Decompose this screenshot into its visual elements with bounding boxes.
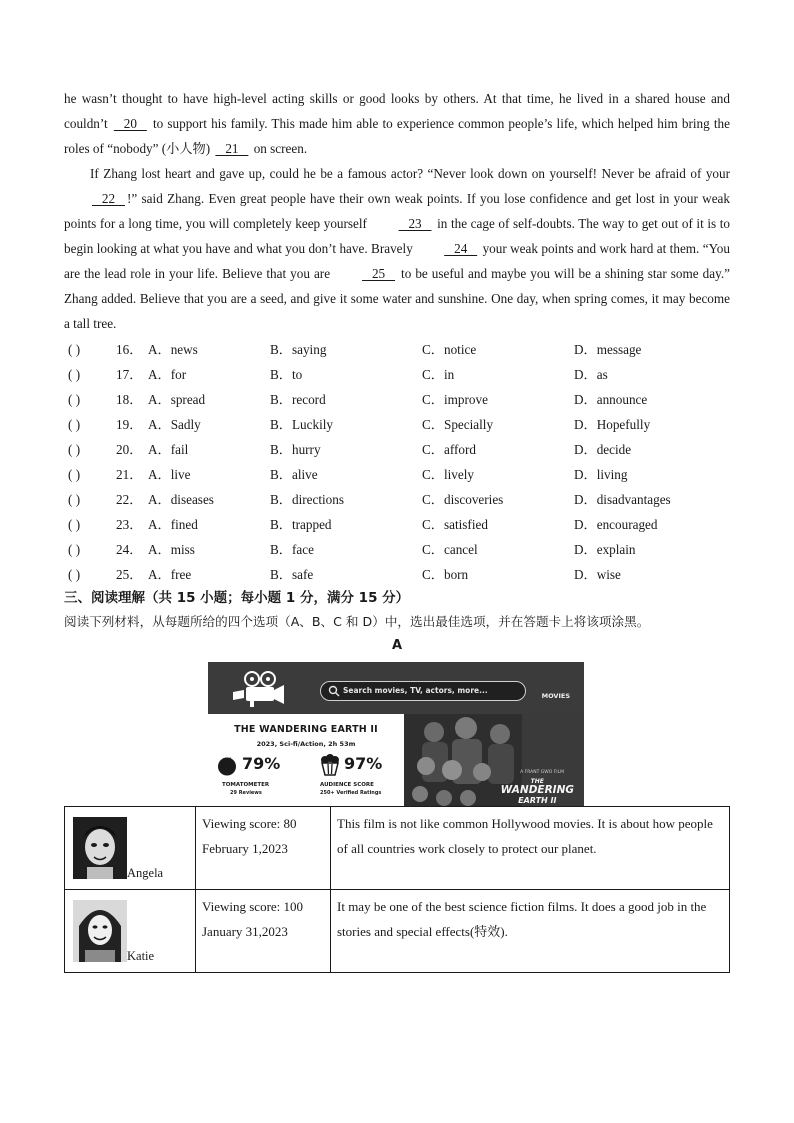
- option-c[interactable]: C．lively: [422, 467, 475, 482]
- tomato-icon: [216, 754, 238, 776]
- review-row: [65, 890, 730, 973]
- passage-text: !” said Zhang. Even great people have their own weak points. If you lose confidence and get lost in your weak points for a long time, you will completely keep yourself: [64, 191, 730, 231]
- review-row: [65, 807, 730, 890]
- option-a[interactable]: A．diseases: [148, 492, 214, 507]
- tomatometer-reviews: 29 Reviews: [230, 790, 262, 796]
- search-icon: [328, 685, 340, 697]
- movie-poster: [404, 714, 584, 806]
- passage-text: If Zhang lost heart and gave up, could he be a famous actor? “Never look down on yourself! Never be afraid of your: [90, 166, 730, 181]
- question-option-row: [64, 537, 730, 562]
- question-number: 25．: [116, 567, 143, 582]
- passage-text: your weak points and work hard at them. “You are the lead role in your life. Believe that you are: [64, 241, 730, 281]
- movies-brand: MOVIES: [541, 692, 570, 700]
- option-c[interactable]: C．cancel: [422, 542, 478, 557]
- poster-title: [501, 778, 574, 805]
- option-a[interactable]: A．free: [148, 567, 192, 582]
- option-b[interactable]: B．Luckily: [270, 417, 334, 432]
- option-a[interactable]: A．fail: [148, 442, 189, 457]
- reviewer-name: Katie: [127, 949, 155, 963]
- blank-24: 24: [444, 241, 478, 256]
- option-a[interactable]: A．fined: [148, 517, 198, 532]
- option-c[interactable]: C．satisfied: [422, 517, 488, 532]
- audience-score-percent: 97%: [344, 754, 383, 773]
- comment-cell: [331, 890, 730, 973]
- review-date: January 31,2023: [202, 924, 288, 939]
- option-d[interactable]: D．Hopefully: [574, 417, 651, 432]
- option-b[interactable]: B．saying: [270, 342, 327, 357]
- option-d[interactable]: D．living: [574, 467, 628, 482]
- blank-25: 25: [362, 266, 396, 281]
- blank-21: 21: [215, 141, 249, 156]
- poster-title-line: THE: [530, 778, 544, 785]
- option-d[interactable]: D．announce: [574, 392, 648, 407]
- option-c[interactable]: C．discoveries: [422, 492, 504, 507]
- answer-bracket[interactable]: ( ): [68, 417, 81, 432]
- option-c[interactable]: C．improve: [422, 392, 488, 407]
- option-c[interactable]: C．notice: [422, 342, 477, 357]
- audience-score-ratings: 250+ Verified Ratings: [320, 790, 382, 796]
- option-c[interactable]: C．in: [422, 367, 455, 382]
- blank-23: 23: [398, 216, 432, 231]
- question-option-row: [64, 512, 730, 537]
- option-a[interactable]: A．miss: [148, 542, 195, 557]
- option-b[interactable]: B．trapped: [270, 517, 332, 532]
- question-option-row: [64, 362, 730, 387]
- blank-22: 22: [92, 191, 125, 206]
- option-a[interactable]: A．Sadly: [148, 417, 201, 432]
- option-d[interactable]: D．encouraged: [574, 517, 658, 532]
- passage-paragraph-2: [64, 161, 730, 336]
- movie-info-panel: [208, 714, 404, 806]
- option-d[interactable]: D．as: [574, 367, 608, 382]
- question-option-row: [64, 487, 730, 512]
- reviewer-cell: [65, 807, 196, 890]
- options-list: [64, 337, 730, 587]
- option-b[interactable]: B．directions: [270, 492, 344, 507]
- movie-screenshot: [208, 662, 584, 806]
- search-placeholder: Search movies, TV, actors, more...: [343, 686, 488, 695]
- angela-avatar: [73, 817, 127, 879]
- question-number: 19．: [116, 417, 143, 432]
- section-title: 三、阅读理解（共 15 小题；每小题 1 分，满分 15 分）: [64, 590, 410, 606]
- option-a[interactable]: A．live: [148, 467, 191, 482]
- question-option-row: [64, 437, 730, 462]
- question-number: 22．: [116, 492, 143, 507]
- option-d[interactable]: D．message: [574, 342, 642, 357]
- movie-title: THE WANDERING EARTH II: [234, 724, 378, 735]
- answer-bracket[interactable]: ( ): [68, 367, 81, 382]
- question-number: 18．: [116, 392, 143, 407]
- answer-bracket[interactable]: ( ): [68, 342, 81, 357]
- katie-avatar: [73, 900, 127, 962]
- movie-meta: 2023, Sci-fi/Action, 2h 53m: [256, 740, 356, 748]
- reviewer-name: Angela: [127, 866, 164, 880]
- option-a[interactable]: A．for: [148, 367, 187, 382]
- passage-text: to be useful and maybe you will be a shining star some day.” Zhang added. Believe that you are a seed, and give it some water and sunshine. One day, when spring comes, it may become a tall tree.: [64, 266, 730, 331]
- poster-title-line: EARTH II: [518, 796, 557, 805]
- option-b[interactable]: B．record: [270, 392, 326, 407]
- passage-text: on screen.: [250, 141, 308, 156]
- tomatometer-label: TOMATOMETER: [222, 782, 270, 788]
- film-projector-icon: [230, 670, 286, 708]
- option-c[interactable]: C．Specially: [422, 417, 494, 432]
- tomatometer-percent: 79%: [242, 754, 281, 773]
- option-a[interactable]: A．spread: [148, 392, 206, 407]
- option-d[interactable]: D．disadvantages: [574, 492, 671, 507]
- poster-title-line: WANDERING: [500, 784, 574, 796]
- popcorn-icon: [320, 754, 340, 776]
- passage-label: A: [391, 638, 403, 653]
- option-d[interactable]: D．decide: [574, 442, 632, 457]
- question-option-row: [64, 412, 730, 437]
- viewing-score: Viewing score: 80: [202, 816, 297, 831]
- review-comment: This film is not like common Hollywood movies. It is about how people of all countries work closely to protect our planet.: [337, 816, 713, 856]
- option-c[interactable]: C．born: [422, 567, 469, 582]
- viewing-score: Viewing score: 100: [202, 899, 304, 914]
- answer-bracket[interactable]: ( ): [68, 392, 81, 407]
- passage-paragraph-1: [64, 86, 730, 161]
- option-b[interactable]: B．hurry: [270, 442, 321, 457]
- passage-text: to support his family. This made him able to experience common people’s life, which helped him bring the roles of “nobody” (小人物): [64, 116, 730, 156]
- option-b[interactable]: B．safe: [270, 567, 314, 582]
- option-a[interactable]: A．news: [148, 342, 198, 357]
- option-c[interactable]: C．afford: [422, 442, 476, 457]
- question-number: 21．: [116, 467, 143, 482]
- passage-text: he wasn’t thought to have high-level acting skills or good looks by others. At that time, he lived in a shared house and couldn’t: [64, 91, 730, 131]
- score-cell: [196, 890, 331, 973]
- answer-bracket[interactable]: ( ): [68, 467, 81, 482]
- movie-site-header: [208, 662, 584, 714]
- answer-bracket[interactable]: ( ): [68, 567, 81, 582]
- reviews-table: [64, 806, 730, 973]
- answer-bracket[interactable]: ( ): [68, 492, 81, 507]
- question-number: 17．: [116, 367, 143, 382]
- question-number: 24．: [116, 542, 143, 557]
- section-instruction: 阅读下列材料，从每题所给的四个选项（A、B、C 和 D）中，选出最佳选项，并在答题卡上将该项涂黑。: [64, 614, 650, 629]
- question-option-row: [64, 562, 730, 587]
- audience-score-label: AUDIENCE SCORE: [320, 782, 374, 788]
- option-d[interactable]: D．explain: [574, 542, 636, 557]
- option-b[interactable]: B．face: [270, 542, 314, 557]
- passage-text: in the cage of self-doubts. The way to get out of it is to begin looking at what you have and what you don’t have. Bravely: [64, 216, 730, 256]
- review-comment: It may be one of the best science fiction films. It does a good job in the stories and special effects(特效).: [337, 899, 707, 939]
- question-number: 16．: [116, 342, 143, 357]
- question-number: 23．: [116, 517, 143, 532]
- comment-cell: [331, 807, 730, 890]
- question-option-row: [64, 462, 730, 487]
- question-number: 20．: [116, 442, 143, 457]
- answer-bracket[interactable]: ( ): [68, 442, 81, 457]
- question-option-row: [64, 387, 730, 412]
- review-date: February 1,2023: [202, 841, 288, 856]
- exam-page: [64, 86, 730, 658]
- option-b[interactable]: B．alive: [270, 467, 318, 482]
- search-bar[interactable]: [320, 681, 526, 701]
- answer-bracket[interactable]: ( ): [68, 542, 81, 557]
- option-b[interactable]: B．to: [270, 367, 303, 382]
- score-cell: [196, 807, 331, 890]
- question-option-row: [64, 337, 730, 362]
- reviewer-cell: [65, 890, 196, 973]
- option-d[interactable]: D．wise: [574, 567, 621, 582]
- poster-credit: A FRANT GWO FILM: [520, 770, 564, 775]
- answer-bracket[interactable]: ( ): [68, 517, 81, 532]
- blank-20: 20: [113, 116, 147, 131]
